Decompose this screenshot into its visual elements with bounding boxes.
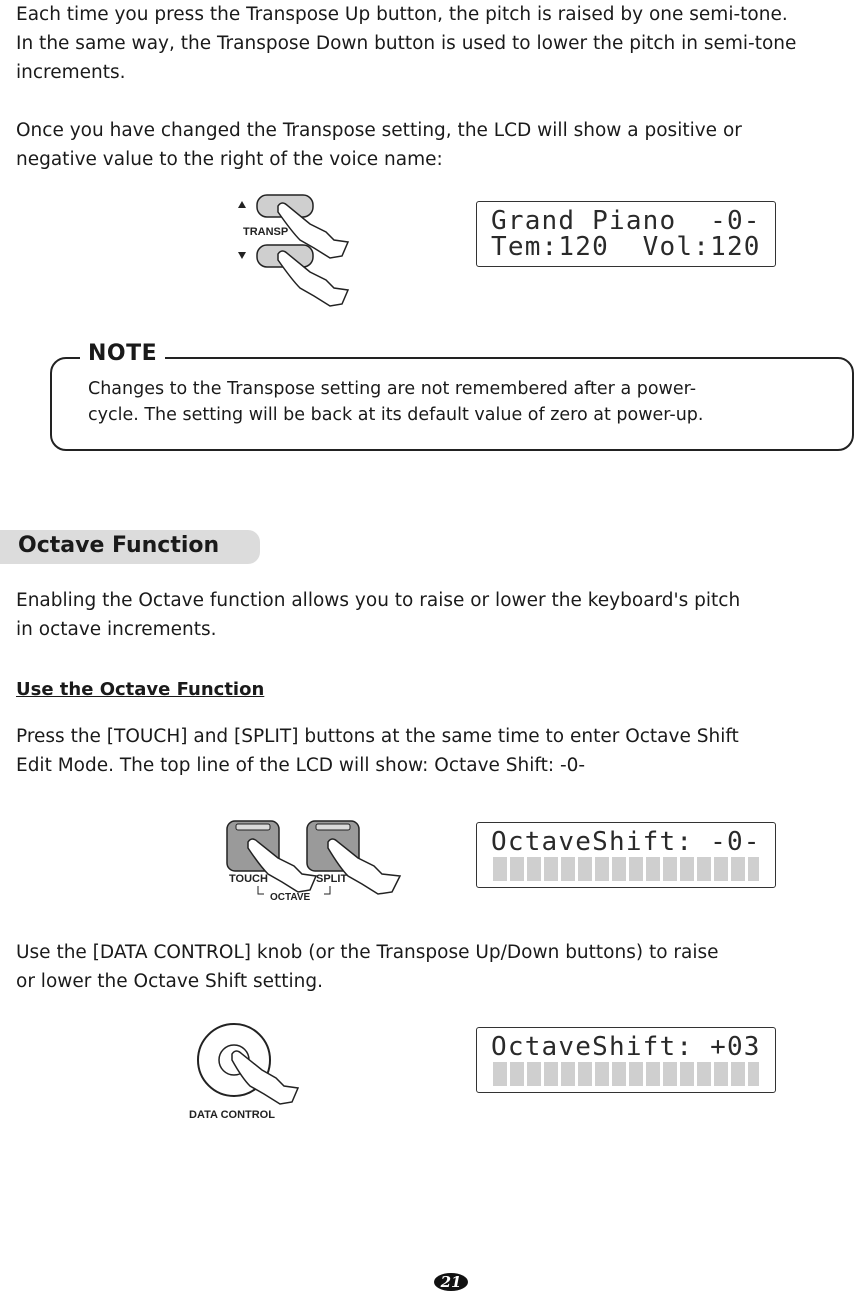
lcd-display-octave-shift-plus xyxy=(476,1027,776,1093)
octave-label: OCTAVE xyxy=(270,892,311,903)
lcd-blank-line xyxy=(493,1062,759,1086)
lcd-display-transpose xyxy=(476,201,776,267)
lcd-intro-line-2: negative value to the right of the voice name: xyxy=(16,149,443,170)
split-button-led xyxy=(316,824,350,830)
transpose-buttons-illustration xyxy=(230,188,360,313)
note-title: NOTE xyxy=(80,341,165,366)
split-label: SPLIT xyxy=(316,873,348,885)
intro-line-2: In the same way, the Transpose Down button is used to lower the pitch in semi-tone xyxy=(16,33,797,54)
page-number xyxy=(433,1272,469,1292)
note-line-1: Changes to the Transpose setting are not remembered after a power- xyxy=(88,379,697,399)
lcd-line-2: Tem:120 Vol:120 xyxy=(491,232,761,262)
page-number-text: 21 xyxy=(440,1273,462,1291)
subsection-title: Use the Octave Function xyxy=(16,679,265,700)
lcd-intro-line-1: Once you have changed the Transpose setting, the LCD will show a positive or xyxy=(16,120,742,141)
up-arrow-icon xyxy=(238,201,246,208)
touch-button-led xyxy=(236,824,270,830)
octave-bracket-right xyxy=(324,886,330,894)
lcd-line-1: OctaveShift: +03 xyxy=(491,1032,761,1062)
data-control-label: DATA CONTROL xyxy=(189,1109,275,1121)
press-line-2: Edit Mode. The top line of the LCD will show: Octave Shift: -0- xyxy=(16,755,586,776)
octave-bracket-left xyxy=(258,886,264,894)
intro-line-3: increments. xyxy=(16,62,126,83)
transpose-label: TRANSP xyxy=(243,226,289,238)
note-line-2: cycle. The setting will be back at its default value of zero at power-up. xyxy=(88,405,704,425)
press-line-1: Press the [TOUCH] and [SPLIT] buttons at the same time to enter Octave Shift xyxy=(16,726,739,747)
lcd-line-1: OctaveShift: -0- xyxy=(491,827,761,857)
data-control-knob-illustration xyxy=(186,1016,316,1124)
down-arrow-icon xyxy=(238,252,246,259)
touch-label: TOUCH xyxy=(229,873,268,885)
data-line-1: Use the [DATA CONTROL] knob (or the Transpose Up/Down buttons) to raise xyxy=(16,942,719,963)
section-title: Octave Function xyxy=(18,533,220,558)
lcd-line-1: Grand Piano -0- xyxy=(491,206,761,236)
lcd-blank-line xyxy=(493,857,759,881)
lcd-display-octave-shift xyxy=(476,822,776,888)
intro-line-1: Each time you press the Transpose Up button, the pitch is raised by one semi-tone. xyxy=(16,4,788,25)
data-line-2: or lower the Octave Shift setting. xyxy=(16,971,323,992)
touch-split-buttons-illustration xyxy=(222,816,412,908)
octave-intro-line-2: in octave increments. xyxy=(16,619,217,640)
octave-intro-line-1: Enabling the Octave function allows you to raise or lower the keyboard's pitch xyxy=(16,590,741,611)
